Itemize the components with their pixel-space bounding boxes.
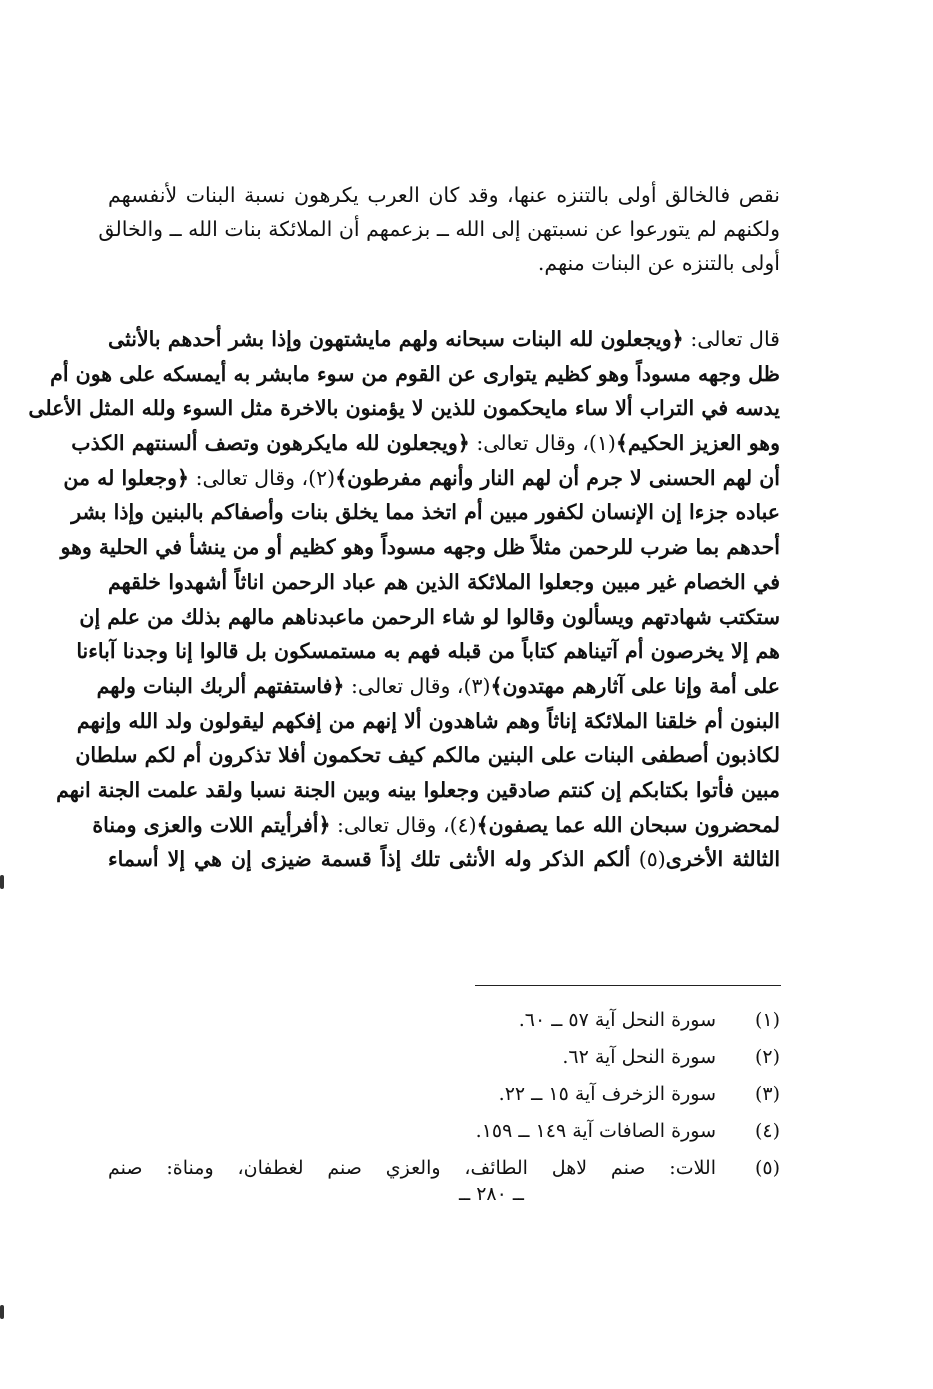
page-number: ــ ٢٨٠ ــ [459,1183,524,1205]
quran-text: البنون أم خلقنا الملائكة إناثاً وهم شاهدون ألا إنهم من إفكهم ليقولون ولد الله وإنهم [76,708,780,733]
text-line: أولى بالتنزه عن البنات منهم. [537,251,780,275]
body-text: (٢)، وقال تعالى: [189,465,336,490]
text-line [79,600,780,635]
footnote-text: سورة النحل آية ٦٢. [562,1046,716,1068]
quran-text: ﴿ويجعلون لله البنات سبحانه ولهم مايشتهون وإذا بشر أحدهم بالأنثى [108,327,684,351]
quran-text: في الخصام غير مبين وجعلوا الملائكة الذين هم عباد الرحمن اناثاً أشهدوا خلقهم [108,569,780,594]
footnote-item [108,1002,780,1039]
text-line [71,426,780,461]
footnote-number: (٥) [754,1157,780,1179]
text-line [71,495,780,530]
quran-text: ﴿فاستفتهم ألربك البنات ولهم [96,673,345,698]
text-line [50,357,780,392]
quran-text: لمحضرون سبحان الله عما يصفون﴾ [476,812,780,837]
text-line [108,842,780,877]
footnote-number: (١) [754,1009,780,1031]
quran-text: يدسه في التراب ألا ساء مايحكمون للذين لا يؤمنون بالاخرة مثل السوء ولله المثل الأعلى [28,396,780,421]
text-line [76,704,780,739]
text-line [60,530,780,565]
text-line [76,634,780,669]
text-line [75,738,780,773]
quran-text: مبين فأتوا بكتابكم إن كنتم صادقين وجعلوا بينه وبين الجنة نسبا ولقد علمت الجنة انهم [56,777,780,802]
footnote-text: اللات: صنم لاهل الطائف، والعزي صنم لغطفان، ومناة: صنم [108,1157,716,1179]
text-line [108,322,780,357]
footnote-number: (٣) [754,1083,780,1105]
quran-text: عباده جزءا إن الإنسان لكفور مبين أم اتخذ مما يخلق بنات وأصفاكم بالبنين وإذا بشر [71,500,780,525]
footnote-text: سورة النحل آية ٥٧ ــ ٦٠. [518,1009,716,1031]
footnote-number: (٢) [754,1046,780,1068]
footnote-text: سورة الزخرف آية ١٥ ــ ٢٢. [498,1083,716,1105]
quran-text: ستكتب شهادتهم ويسألون وقالوا لو شاء الرحمن ماعبدناهم مالهم بذلك من علم إن [79,604,780,629]
quran-text: أن لهم الحسنى لا جرم أن لهم النار وأنهم مفرطون﴾ [335,465,780,490]
quran-text: على أمة وإنا على آثارهم مهتدون﴾ [490,673,780,698]
text-line [92,808,780,843]
quran-text: لكاذبون أصطفى البنات على البنين مالكم كيف تحكمون أفلا تذكرون أم لكم سلطان [75,743,780,768]
footnote-divider [475,985,781,986]
body-text: (١)، وقال تعالى: [469,431,616,456]
quran-text: ألكم الذكر وله الأنثى تلك إذاً قسمة ضيزى إن هي إلا أسماء [108,847,631,872]
text-line [108,565,780,600]
quran-text: ﴿أفرأيتم اللات والعزى ومناة [92,812,331,837]
text-line [63,461,780,496]
footnote-item [108,1039,780,1076]
quran-text: ظل وجهه مسوداً وهو كظيم يتوارى عن القوم من سوء مابشر به أيمسكه على هون أم [50,361,780,386]
text-line [56,773,780,808]
quran-quote-paragraph [28,322,781,877]
scan-edge-mark [0,875,4,889]
footnote-number: (٤) [754,1120,780,1142]
footnote-item [108,1076,780,1113]
footnotes [108,1002,780,1187]
body-text: (٤)، وقال تعالى: [330,812,477,837]
body-text: (٥) [630,847,666,872]
body-text: قال تعالى: [683,327,780,351]
scan-edge-mark [0,1305,4,1319]
quran-text: أحدهم بما ضرب للرحمن مثلاً ظل وجهه مسوداً وهو كظيم أو من ينشأ في الحلية وهو [60,535,780,560]
footnote-item [108,1113,780,1150]
quran-text: هم إلا يخرصون أم آتيناهم كتاباً من قبله فهم به مستمسكون بل قالوا إنا وجدنا آباءنا [76,639,780,664]
footnote-item [108,1150,780,1187]
text-line: نقص فالخالق أولى بالتنزه عنها، وقد كان العرب يكرهون نسبة البنات لأنفسهم [108,183,780,207]
quran-text: الثالثة الأخرى [665,847,781,872]
text-line: ولكنهم لم يتورعوا عن نسبتهن إلى الله ــ بزعمهم أن الملائكة بنات الله ــ والخالق [98,217,780,241]
text-line [28,391,780,426]
quran-text: ﴿ويجعلون لله مايكرهون وتصف ألسنتهم الكذب [71,431,470,456]
quran-text: وهو العزيز الحكيم﴾ [615,431,780,456]
quran-text: ﴿وجعلوا له من [63,465,190,490]
body-text: (٣)، وقال تعالى: [344,673,491,698]
intro-paragraph [98,178,780,280]
text-line [96,669,780,704]
footnote-text: سورة الصافات آية ١٤٩ ــ ١٥٩. [475,1120,716,1142]
